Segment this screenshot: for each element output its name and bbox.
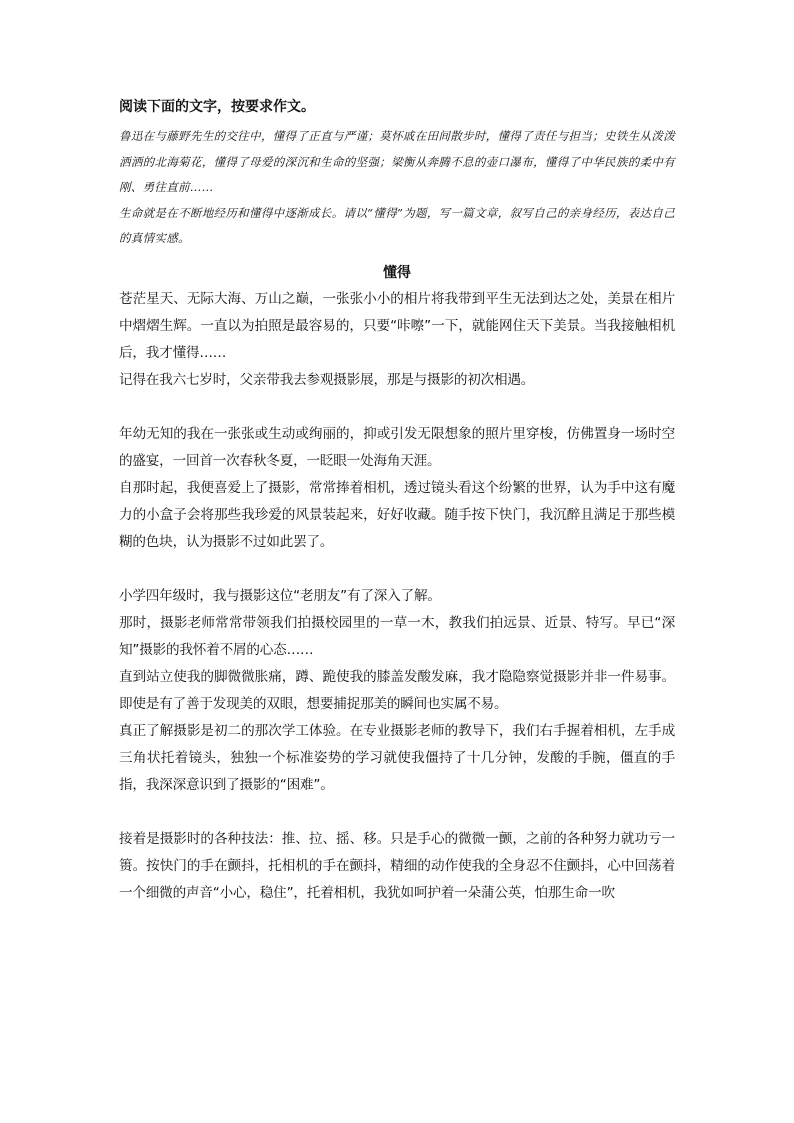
essay-paragraph: 自那时起，我便喜爱上了摄影，常常捧着相机，透过镜头看这个纷繁的世界，认为手中这有魔力的小盒子会将那些我珍爱的风景装起来，好好收藏。随手按下快门，我沉醉且满足于那些模糊的色块，认为摄影不过如此罢了。	[119, 479, 675, 550]
essay-paragraph: 直到站立使我的脚微微胀痛，蹲、跪使我的膝盖发酸发麻，我才隐隐察觉摄影并非一件易事。即使是有了善于发现美的双眼，想要捕捉那美的瞬间也实属不易。	[119, 668, 675, 712]
essay-paragraph: 那时，摄影老师常常带领我们拍摄校园里的一草一木，教我们拍远景、近景、特写。早已“深知”摄影的我怀着不屑的心态……	[119, 614, 675, 658]
essay-paragraph: 接着是摄影时的各种技法：推、拉、摇、移。只是手心的微微一颤，之前的各种努力就功亏一篑。按快门的手在颤抖，托相机的手在颤抖，精细的动作使我的全身忍不住颤抖，心中回荡着一个细微的声音“小心，稳住”，托着相机，我犹如呵护着一朵蒲公英，怕那生命一吹	[119, 830, 675, 901]
document-page	[119, 96, 675, 907]
essay-paragraph: 小学四年级时，我与摄影这位“老朋友”有了深入了解。	[119, 587, 441, 604]
prompt-paragraph-1: 鲁迅在与藤野先生的交往中，懂得了正直与严谨；莫怀戚在田间散步时，懂得了责任与担当；史铁生从泼泼洒洒的北海菊花，懂得了母爱的深沉和生命的坚强；梁衡从奔腾不息的壶口瀑布，懂得了中华民族的柔中有刚、勇往直前……	[119, 129, 675, 194]
essay-body	[119, 286, 675, 907]
prompt-heading: 阅读下面的文字，按要求作文。	[119, 99, 315, 115]
essay-paragraph: 苍茫星天、无际大海、万山之巅，一张张小小的相片将我带到平生无法到达之处，美景在相片中熠熠生辉。一直以为拍照是最容易的，只要“咔嚓”一下，就能网住天下美景。当我接触相机后，我才懂得……	[119, 290, 675, 361]
prompt-paragraph-2: 生命就是在不断地经历和懂得中逐渐成长。请以“懂得”为题，写一篇文章，叙写自己的亲身经历，表达自己的真情实感。	[119, 205, 675, 245]
essay-paragraph: 真正了解摄影是初二的那次学工体验。在专业摄影老师的教导下，我们右手握着相机，左手成三角状托着镜头，独独一个标准姿势的学习就使我僵持了十几分钟，发酸的手腕，僵直的手指，我深深意识到了摄影的“困难”。	[119, 722, 675, 793]
essay-title: 懂得	[383, 264, 411, 281]
essay-paragraph: 年幼无知的我在一张张或生动或绚丽的，抑或引发无限想象的照片里穿梭，仿佛置身一场时空的盛宴，一回首一次春秋冬夏，一眨眼一处海角天涯。	[119, 425, 675, 469]
essay-paragraph: 记得在我六七岁时，父亲带我去参观摄影展，那是与摄影的初次相遇。	[119, 371, 535, 388]
